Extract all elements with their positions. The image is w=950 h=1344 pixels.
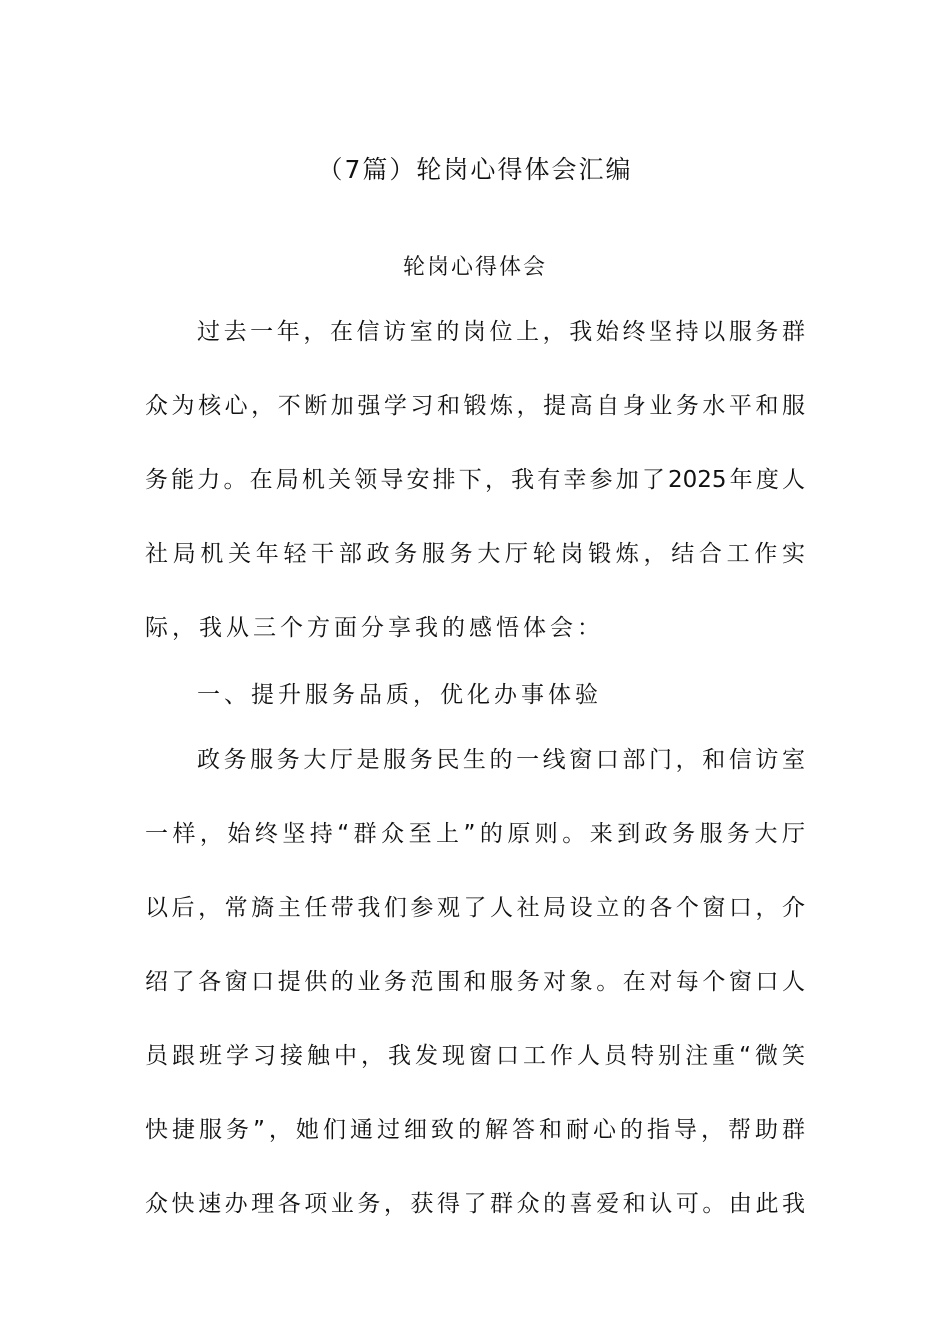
paragraph-line: 一样，始终坚持“群众至上”的原则。来到政务服务大厅: [145, 821, 805, 847]
document-title: （7篇）轮岗心得体会汇编: [317, 155, 633, 184]
paragraph-line: 众为核心，不断加强学习和锻炼，提高自身业务水平和服: [145, 393, 805, 419]
paragraph-line: 际，我从三个方面分享我的感悟体会：: [145, 615, 604, 641]
paragraph-line: 过去一年，在信访室的岗位上，我始终坚持以服务群: [197, 319, 805, 345]
paragraph-line: 以后，常旖主任带我们参观了人社局设立的各个窗口，介: [145, 895, 805, 921]
section-subtitle: 轮岗心得体会: [402, 255, 547, 280]
paragraph-line: 众快速办理各项业务，获得了群众的喜爱和认可。由此我: [145, 1191, 805, 1217]
paragraph-line: 务能力。在局机关领导安排下，我有幸参加了2025年度人: [145, 467, 805, 493]
paragraph-line: 员跟班学习接触中，我发现窗口工作人员特别注重“微笑: [145, 1043, 805, 1069]
section-heading: 一、提升服务品质，优化办事体验: [197, 682, 602, 708]
paragraph-line: 社局机关年轻干部政务服务大厅轮岗锻炼，结合工作实: [145, 541, 805, 567]
paragraph-line: 政务服务大厅是服务民生的一线窗口部门，和信访室: [197, 747, 805, 773]
paragraph-line: 快捷服务”，她们通过细致的解答和耐心的指导，帮助群: [145, 1117, 805, 1143]
paragraph-line: 绍了各窗口提供的业务范围和服务对象。在对每个窗口人: [145, 969, 805, 995]
